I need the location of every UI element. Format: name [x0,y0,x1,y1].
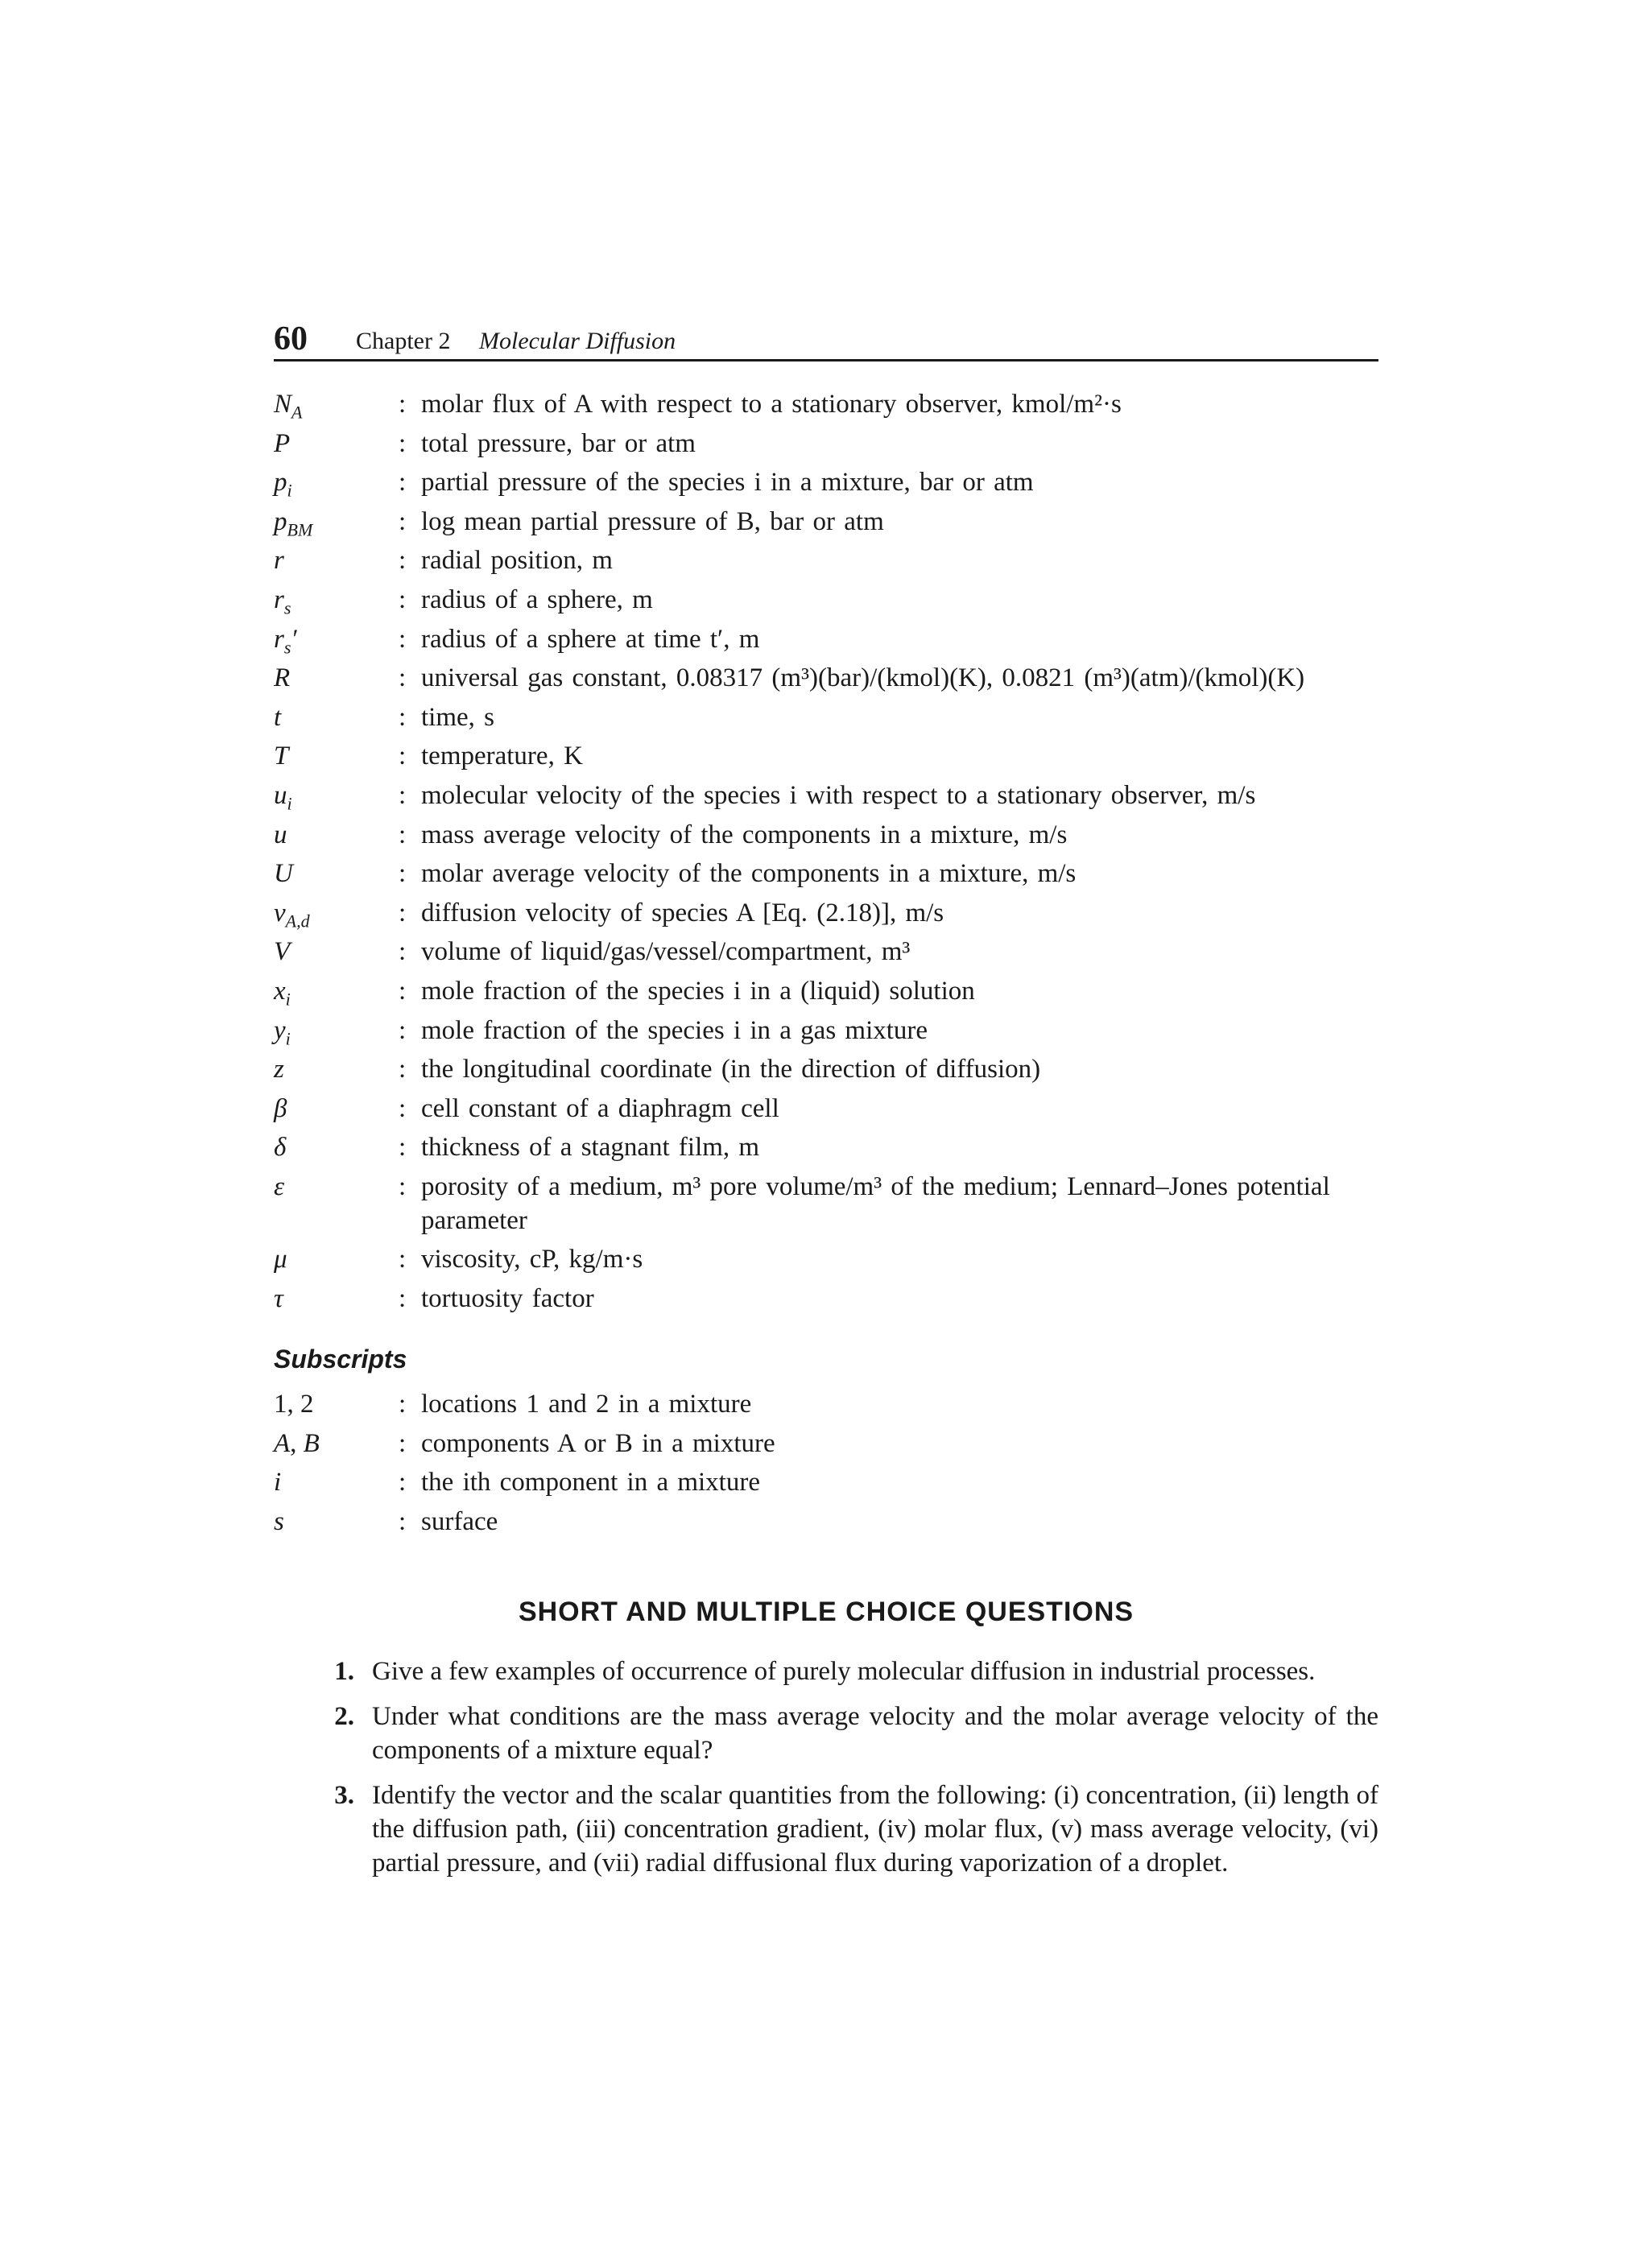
symbol-R: R [274,663,291,693]
question-number: 1. [334,1657,354,1686]
questions-heading: SHORT AND MULTIPLE CHOICE QUESTIONS [518,1597,1134,1627]
symbol-z: z [274,1055,284,1084]
subscripts-list [274,1385,1378,1541]
nomenclature-row: r : radial position, m [274,541,1378,580]
subscript-row: s : surface [274,1502,1378,1542]
symbol-t: t [274,702,282,732]
nomenclature-row: $p_{BM}$ : log mean partial pressure of B, bar or atm [274,502,1378,542]
definition: mole fraction of the species i in a (liquid) solution [421,976,975,1006]
symbol-rs-prime: $r_s'$ [274,624,297,658]
symbol-V: V [274,937,291,967]
symbol-U: U [274,859,293,889]
definition: cell constant of a diaphragm cell [421,1093,779,1123]
symbol-mu: μ [274,1245,287,1274]
symbol-pBM: $p_{BM}$ [274,506,313,540]
nomenclature-row: $r_s'$ : radius of a sphere at time t′, m [274,620,1378,659]
nomenclature-row: z : the longitudinal coordinate (in the direction of diffusion) [274,1050,1378,1089]
definition: mass average velocity of the components in a mixture, m/s [421,820,1068,849]
subscript-symbol-s: s [274,1506,284,1536]
definition: the longitudinal coordinate (in the direction of diffusion) [421,1055,1041,1084]
symbol-yi: $y_i$ [274,1015,291,1049]
subscript-row: A, B : components A or B in a mixture [274,1424,1378,1464]
subscript-row: i : the ith component in a mixture [274,1463,1378,1502]
nomenclature-row: $y_i$ : mole fraction of the species i in a gas mixture [274,1011,1378,1051]
definition: the ith component in a mixture [421,1468,760,1498]
nomenclature-row: V : volume of liquid/gas/vessel/compartment, m³ [274,932,1378,972]
nomenclature-row: δ : thickness of a stagnant film, m [274,1128,1378,1167]
nomenclature-row: τ : tortuosity factor [274,1279,1378,1319]
nomenclature-row: T : temperature, K [274,737,1378,776]
nomenclature-row: β : cell constant of a diaphragm cell [274,1089,1378,1129]
definition: partial pressure of the species i in a mixture, bar or atm [421,468,1034,498]
symbol-tau: τ [274,1284,283,1314]
definition: radius of a sphere, m [421,585,653,614]
page-number: 60 [274,320,308,357]
nomenclature-row: t : time, s [274,698,1378,737]
question-text: Give a few examples of occurrence of purely molecular diffusion in industrial processes. [372,1657,1316,1686]
symbol-delta: δ [274,1133,287,1163]
subscript-symbol-1-2: 1, 2 [274,1390,314,1419]
definition: log mean partial pressure of B, bar or atm [421,506,884,536]
nomenclature-row: ε : porosity of a medium, m³ pore volume/m³ of the medium; Lennard–Jones potential parameter [274,1167,1378,1241]
symbol-NA: $N_A$ [274,390,303,423]
nomenclature-row: U : molar average velocity of the components in a mixture, m/s [274,854,1378,894]
symbol-beta: β [274,1093,287,1123]
definition: viscosity, cP, kg/m·s [421,1245,643,1274]
symbol-P: P [274,428,291,458]
definition: tortuosity factor [421,1284,594,1314]
symbol-pi: $p_i$ [274,468,292,501]
nomenclature-row: $p_i$ : partial pressure of the species i in a mixture, bar or atm [274,463,1378,502]
question-text: Under what conditions are the mass average velocity and the molar average velocity of the components of a mixture equal? [372,1702,1378,1765]
nomenclature-row: R : universal gas constant, 0.08317 (m³)(bar)/(kmol)(K), 0.0821 (m³)(atm)/(kmol)(K) [274,659,1378,698]
definition: components A or B in a mixture [421,1428,775,1458]
nomenclature-row: P : total pressure, bar or atm [274,424,1378,464]
symbol-xi: $x_i$ [274,976,291,1010]
symbol-vAd: $v_{A,d}$ [274,898,310,932]
definition: molar flux of A with respect to a stationary observer, kmol/m²·s [421,390,1122,419]
definition: diffusion velocity of species A [Eq. (2.18)], m/s [421,898,944,927]
question-item [322,1655,1378,1688]
nomenclature-row: $N_A$ : molar flux of A with respect to a stationary observer, kmol/m²·s [274,385,1378,424]
nomenclature-row: $u_i$ : molecular velocity of the species i with respect to a stationary observer, m/s [274,776,1378,816]
definition: radial position, m [421,546,613,576]
nomenclature-row: $x_i$ : mole fraction of the species i in a (liquid) solution [274,972,1378,1011]
nomenclature-row: $v_{A,d}$ : diffusion velocity of species A [Eq. (2.18)], m/s [274,894,1378,933]
definition: mole fraction of the species i in a gas mixture [421,1015,928,1045]
definition: locations 1 and 2 in a mixture [421,1390,752,1419]
definition: universal gas constant, 0.08317 (m³)(bar)/(kmol)(K), 0.0821 (m³)(atm)/(kmol)(K) [421,663,1305,693]
nomenclature-row: μ : viscosity, cP, kg/m·s [274,1240,1378,1279]
symbol-epsilon: ε [274,1171,285,1201]
question-number: 2. [334,1702,354,1731]
questions-list [322,1655,1378,1891]
nomenclature-row: u : mass average velocity of the components in a mixture, m/s [274,816,1378,855]
subscript-row: 1, 2 : locations 1 and 2 in a mixture [274,1385,1378,1424]
question-item [322,1700,1378,1767]
definition: molecular velocity of the species i with respect to a stationary observer, m/s [421,780,1256,810]
definition: thickness of a stagnant film, m [421,1133,760,1163]
subscript-symbol-i: i [274,1468,282,1498]
question-text: Identify the vector and the scalar quantities from the following: (i) concentration, (ii) length of the diffusion path, (iii) concentration gradient, (iv) molar flux, (v) mass average velocity, (vi) partial pressure, and (vii) radial diffusional flux during vaporization of a droplet. [372,1781,1378,1878]
symbol-u: u [274,820,287,849]
chapter-title: Molecular Diffusion [479,328,676,354]
definition: time, s [421,702,494,732]
symbol-ui: $u_i$ [274,780,292,814]
definition: radius of a sphere at time t′, m [421,624,760,654]
nomenclature-row: $r_s$ : radius of a sphere, m [274,580,1378,620]
question-item [322,1778,1378,1880]
symbol-r: r [274,546,284,576]
symbol-rs: $r_s$ [274,585,291,618]
definition: surface [421,1506,498,1536]
definition: molar average velocity of the components in a mixture, m/s [421,859,1077,889]
definition: temperature, K [421,742,583,771]
nomenclature-list [274,385,1378,1319]
definition: porosity of a medium, m³ pore volume/m³ of the medium; Lennard–Jones potential parameter [421,1171,1330,1235]
running-head [274,319,1378,361]
chapter-label: Chapter 2 [356,328,451,354]
question-number: 3. [334,1781,354,1810]
subscripts-heading: Subscripts [274,1345,407,1374]
symbol-T: T [274,742,289,771]
definition: volume of liquid/gas/vessel/compartment, m³ [421,937,911,967]
subscript-symbol-A-B: A, B [274,1428,320,1458]
definition: total pressure, bar or atm [421,428,696,458]
